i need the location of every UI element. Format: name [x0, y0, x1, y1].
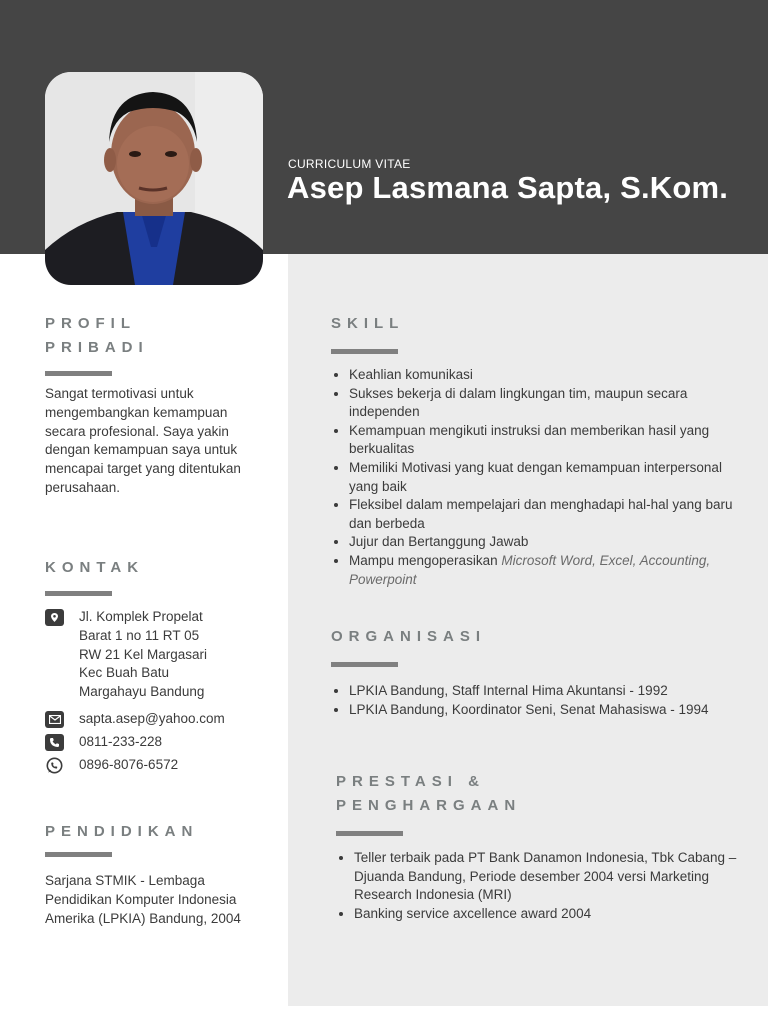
list-item: • Teller terbaik pada PT Bank Danamon Indonesia, Tbk Cabang – Djuanda Bandung, Periode desember 2004 versi Marketing Research Indonesia (MRI)	[354, 849, 749, 905]
section-title-prestasi-line1: PRESTASI &	[336, 773, 485, 790]
location-icon	[45, 609, 64, 626]
section-divider	[331, 662, 398, 667]
list-item: • Fleksibel dalam mempelajari dan menghadapi hal-hal yang baru dan berbeda	[349, 496, 744, 533]
prestasi-list	[336, 849, 749, 923]
list-item: • LPKIA Bandung, Staff Internal Hima Akuntansi - 1992	[349, 682, 744, 701]
skill-list	[331, 366, 744, 589]
contact-email	[45, 710, 225, 729]
section-title-prestasi-line2: PENGHARGAAN	[336, 797, 522, 814]
section-title-skill: SKILL	[331, 315, 405, 332]
skill-last-italic: Microsoft Word, Excel, Accounting, Powerpoint	[349, 552, 711, 587]
contact-phone	[45, 733, 162, 752]
phone-text[interactable]: 0811-233-228	[79, 734, 163, 749]
list-item: • Sukses bekerja di dalam lingkungan tim, maupun secara independen	[349, 385, 744, 422]
list-item: • Banking service axcellence award 2004	[354, 905, 749, 924]
section-title-profil-line1: PROFIL	[45, 315, 136, 332]
address-line: Margahayu Bandung	[79, 684, 205, 700]
mail-icon	[45, 711, 64, 728]
contact-whatsapp	[45, 756, 178, 775]
section-title-kontak: KONTAK	[45, 559, 145, 576]
section-title-organisasi: ORGANISASI	[331, 628, 487, 645]
section-divider	[45, 591, 112, 596]
profil-text: Sangat termotivasi untuk mengembangkan kemampuan secara profesional. Saya yakin dengan kemampuan saya untuk mencapai target yang ditentukan perusahaan.	[45, 386, 241, 495]
profile-photo	[45, 72, 263, 285]
cv-label: CURRICULUM VITAE	[288, 157, 411, 171]
list-item	[349, 552, 744, 589]
address-line: Kec Buah Batu	[79, 665, 170, 681]
person-name: Asep Lasmana Sapta, S.Kom.	[287, 170, 729, 205]
section-divider	[336, 831, 403, 836]
phone-icon	[45, 734, 64, 751]
address-text	[79, 608, 207, 702]
section-title-profil	[45, 312, 149, 360]
list-item: • Jujur dan Bertanggung Jawab	[349, 533, 744, 552]
address-line: RW 21 Kel Margasari	[79, 646, 208, 662]
section-title-prestasi	[336, 770, 521, 818]
list-item: • Keahlian komunikasi	[349, 366, 744, 385]
email-text[interactable]: sapta.asep@yahoo.com	[79, 711, 225, 726]
organisasi-list	[331, 682, 744, 719]
list-item: • Memiliki Motivasi yang kuat dengan kemampuan interpersonal yang baik	[349, 459, 744, 496]
pendidikan-text: Sarjana STMIK - Lembaga Pendidikan Komputer Indonesia Amerika (LPKIA) Bandung, 2004	[45, 873, 241, 926]
section-title-pendidikan: PENDIDIKAN	[45, 823, 199, 840]
list-item: • LPKIA Bandung, Koordinator Seni, Senat Mahasiswa - 1994	[349, 701, 744, 720]
skill-last-prefix: Mampu mengoperasikan	[349, 552, 502, 568]
address-line: Barat 1 no 11 RT 05	[79, 627, 200, 643]
whatsapp-text[interactable]: 0896-8076-6572	[79, 757, 179, 772]
section-title-profil-line2: PRIBADI	[45, 339, 149, 356]
section-divider	[45, 371, 112, 376]
list-item: • Kemampuan mengikuti instruksi dan memberikan hasil yang berkualitas	[349, 422, 744, 459]
address-line: Jl. Komplek Propelat	[79, 609, 203, 624]
whatsapp-icon	[45, 757, 64, 774]
contact-address	[45, 608, 207, 702]
section-divider	[331, 349, 398, 354]
section-divider	[45, 852, 112, 857]
